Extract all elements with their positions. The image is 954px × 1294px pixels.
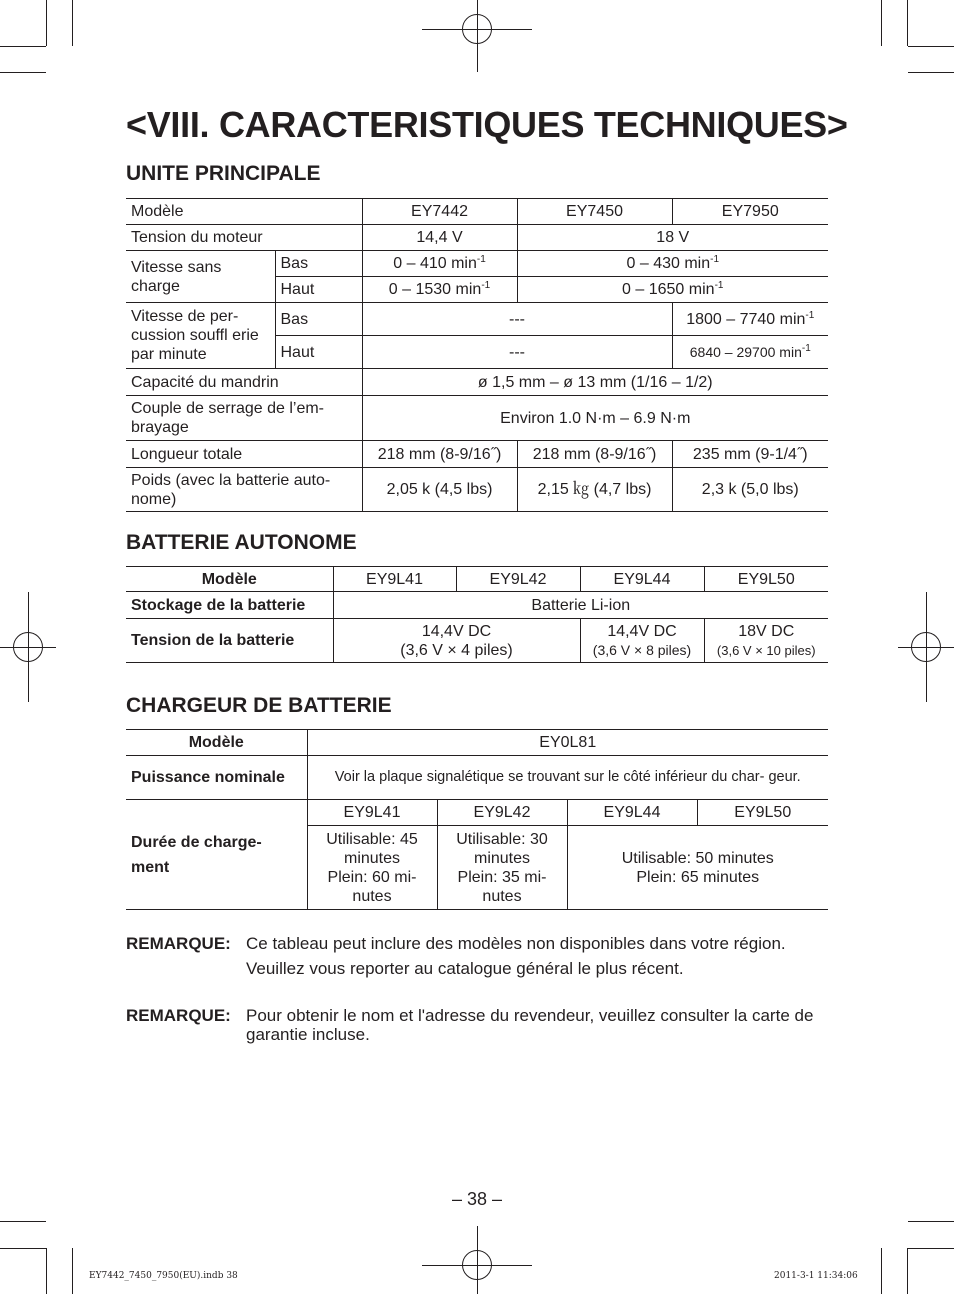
table-row (126, 468, 828, 512)
note-label: REMARQUE: (126, 1006, 231, 1025)
section-heading-unit: UNITE PRINCIPALE (126, 162, 321, 185)
table-row (126, 369, 828, 396)
table-row (126, 441, 828, 468)
speed-high-18v: 0 – 1650 $\min^{-1}$ (517, 277, 828, 303)
table-row (126, 199, 828, 225)
model-ey7442: EY7442 (362, 199, 517, 225)
charger-model-label: Modèle (126, 730, 307, 756)
impact-low-na: --- (362, 303, 672, 336)
note-availability (126, 931, 836, 983)
battery-voltage-14v-8cells: 14,4V DC (3,6 V × 8 piles) (580, 619, 704, 663)
battery-model-ey9l41: EY9L41 (333, 567, 456, 592)
page-number: – 38 – (451, 1189, 503, 1209)
model-ey7950: EY7950 (672, 199, 828, 225)
motor-voltage-18v: 18 V (517, 225, 828, 251)
rated-power-value: Voir la plaque signalétique se trouvant sur le côté inférieur du char- geur. (307, 756, 828, 800)
table-row (126, 251, 828, 277)
charging-model-ey9l41: EY9L41 (307, 800, 437, 826)
note-dealer (126, 1006, 836, 1050)
battery-model-ey9l44: EY9L44 (580, 567, 704, 592)
chuck-capacity-value: ø 1,5 mm – ø 13 mm (1/16 – 1/2) (362, 369, 828, 396)
battery-voltage-14v-4cells: 14,4V DC (3,6 V × 4 piles) (333, 619, 580, 663)
length-ey7442: 218 mm (8-9/16˝) (362, 441, 517, 468)
table-row (126, 619, 828, 663)
battery-spec-table (126, 566, 828, 663)
impact-high-na: --- (362, 336, 672, 369)
print-slug-file: EY7442_7450_7950(EU).indb 38 (89, 1271, 238, 1281)
table-row (126, 225, 828, 251)
no-load-speed-label: Vitesse sans charge (126, 251, 275, 303)
table-row (126, 800, 828, 826)
charging-model-ey9l50: EY9L50 (697, 800, 828, 826)
speed-high-label: Haut (275, 277, 362, 303)
weight-label: Poids (avec la batterie auto- nome) (126, 468, 362, 512)
battery-storage-value: Batterie Li-ion (333, 592, 828, 619)
charging-time-ey9l41: Utilisable: 45 minutes Plein: 60 mi- nutes (307, 826, 437, 910)
charging-time-ey9l44-ey9l50: Utilisable: 50 minutes Plein: 65 minutes (567, 826, 828, 910)
table-row (126, 567, 828, 592)
table-row (126, 396, 828, 441)
impact-rate-label: Vitesse de per- cussion souffl erie par minute (126, 303, 275, 369)
rated-power-label: Puissance nominale (126, 756, 307, 800)
impact-low-label: Bas (275, 303, 362, 336)
section-heading-charger: CHARGEUR DE BATTERIE (126, 694, 392, 717)
charging-time-label: Durée de charge- ment (126, 800, 307, 910)
model-ey7450: EY7450 (517, 199, 672, 225)
note-label: REMARQUE: (126, 934, 231, 953)
weight-ey7950: 2,3 k (5,0 lbs) (672, 468, 828, 512)
impact-low-ey7950: 1800 – 7740 $\min^{-1}$ (672, 303, 828, 336)
page-title: <VIII. CARACTERISTIQUES TECHNIQUES> (126, 104, 848, 145)
speed-high-ey7442: 0 – 1530 $\min^{-1}$ (362, 277, 517, 303)
impact-high-label: Haut (275, 336, 362, 369)
table-row (126, 730, 828, 756)
motor-voltage-ey7442: 14,4 V (362, 225, 517, 251)
table-row (126, 303, 828, 336)
charging-model-ey9l42: EY9L42 (437, 800, 567, 826)
weight-ey7450: 2,15 ㎏ (4,7 lbs) (517, 468, 672, 512)
table-row (126, 756, 828, 800)
length-ey7450: 218 mm (8-9/16˝) (517, 441, 672, 468)
speed-low-ey7442: 0 – 410 $\min^{-1}$ (362, 251, 517, 277)
note-text: Pour obtenir le nom et l'adresse du revendeur, veuillez consulter la carte de garantie incluse. (246, 1006, 814, 1044)
table-row (126, 592, 828, 619)
length-ey7950: 235 mm (9-1/4˝) (672, 441, 828, 468)
print-slug-date: 2011-3-1 11:34:06 (774, 1271, 858, 1281)
note-text: Ce tableau peut inclure des modèles non disponibles dans votre région. Veuillez vous reporter au catalogue général le plus récent. (246, 934, 786, 978)
battery-model-label: Modèle (126, 567, 333, 592)
charger-spec-table (126, 729, 828, 910)
motor-voltage-label: Tension du moteur (126, 225, 362, 251)
charging-model-ey9l44: EY9L44 (567, 800, 697, 826)
battery-model-ey9l50: EY9L50 (704, 567, 828, 592)
chuck-capacity-label: Capacité du mandrin (126, 369, 362, 396)
section-heading-battery: BATTERIE AUTONOME (126, 531, 357, 554)
clutch-torque-label: Couple de serrage de l’em- brayage (126, 396, 362, 441)
charging-time-ey9l42: Utilisable: 30 minutes Plein: 35 mi- nutes (437, 826, 567, 910)
charger-model-value: EY0L81 (307, 730, 828, 756)
battery-voltage-18v: 18V DC (3,6 V × 10 piles) (704, 619, 828, 663)
impact-high-ey7950: 6840 – 29700 $\min^{-1}$ (672, 336, 828, 369)
battery-model-ey9l42: EY9L42 (456, 567, 580, 592)
model-label: Modèle (126, 199, 362, 225)
battery-storage-label: Stockage de la batterie (126, 592, 333, 619)
weight-ey7442: 2,05 k (4,5 lbs) (362, 468, 517, 512)
unit-spec-table (126, 198, 828, 512)
battery-voltage-label: Tension de la batterie (126, 619, 333, 663)
speed-low-label: Bas (275, 251, 362, 277)
clutch-torque-value: Environ 1.0 N·m – 6.9 N·m (362, 396, 828, 441)
overall-length-label: Longueur totale (126, 441, 362, 468)
speed-low-18v: 0 – 430 $\min^{-1}$ (517, 251, 828, 277)
